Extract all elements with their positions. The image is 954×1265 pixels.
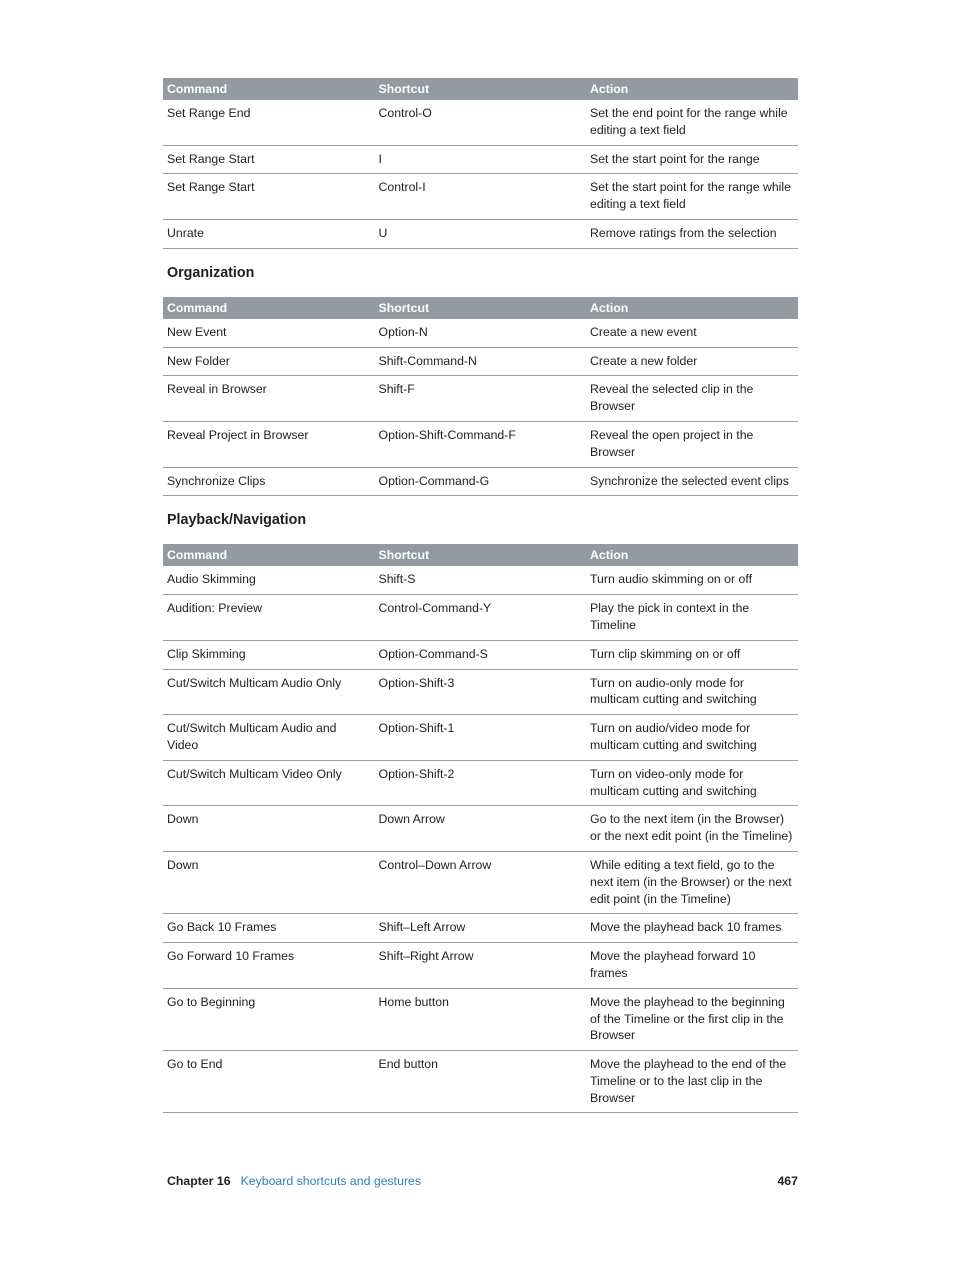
page-number: 467 <box>777 1174 798 1188</box>
shortcut-table-range <box>163 78 798 249</box>
command-cell: New Event <box>163 319 375 347</box>
shortcut-cell: Control–Down Arrow <box>375 851 587 913</box>
action-cell: Remove ratings from the selection <box>586 219 798 248</box>
table-row <box>163 174 798 220</box>
action-cell: Turn clip skimming on or off <box>586 640 798 669</box>
action-cell: Set the start point for the range <box>586 145 798 174</box>
command-cell: Go Forward 10 Frames <box>163 943 375 989</box>
action-cell: While editing a text field, go to the next item (in the Browser) or the next edit point (in the Timeline) <box>586 851 798 913</box>
table-row <box>163 566 798 594</box>
command-cell: Go Back 10 Frames <box>163 914 375 943</box>
shortcut-cell: Shift-S <box>375 566 587 594</box>
header-command: Command <box>163 297 375 319</box>
header-command: Command <box>163 544 375 566</box>
header-command: Command <box>163 78 375 100</box>
shortcut-cell: Home button <box>375 988 587 1050</box>
command-cell: Set Range End <box>163 100 375 145</box>
header-shortcut: Shortcut <box>375 78 587 100</box>
action-cell: Reveal the selected clip in the Browser <box>586 376 798 422</box>
command-cell: Reveal in Browser <box>163 376 375 422</box>
action-cell: Move the playhead forward 10 frames <box>586 943 798 989</box>
shortcut-cell: Option-Shift-2 <box>375 760 587 806</box>
command-cell: Set Range Start <box>163 174 375 220</box>
action-cell: Turn on audio/video mode for multicam cutting and switching <box>586 715 798 761</box>
table-row <box>163 467 798 496</box>
shortcut-cell: Control-I <box>375 174 587 220</box>
action-cell: Go to the next item (in the Browser) or the next edit point (in the Timeline) <box>586 806 798 852</box>
command-cell: Down <box>163 851 375 913</box>
table-row <box>163 595 798 641</box>
table-row <box>163 806 798 852</box>
header-shortcut: Shortcut <box>375 544 587 566</box>
action-cell: Create a new folder <box>586 347 798 376</box>
action-cell: Synchronize the selected event clips <box>586 467 798 496</box>
chapter-title-link[interactable]: Keyboard shortcuts and gestures <box>240 1174 422 1188</box>
table-row <box>163 319 798 347</box>
table-row <box>163 851 798 913</box>
shortcut-cell: Option-N <box>375 319 587 347</box>
command-cell: Down <box>163 806 375 852</box>
section-title-organization: Organization <box>167 264 255 281</box>
command-cell: Cut/Switch Multicam Video Only <box>163 760 375 806</box>
action-cell: Turn audio skimming on or off <box>586 566 798 594</box>
shortcut-cell: Shift-Command-N <box>375 347 587 376</box>
command-cell: Audio Skimming <box>163 566 375 594</box>
command-cell: New Folder <box>163 347 375 376</box>
command-cell: Go to End <box>163 1051 375 1113</box>
action-cell: Move the playhead to the beginning of the Timeline or the first clip in the Browser <box>586 988 798 1050</box>
shortcut-cell: Down Arrow <box>375 806 587 852</box>
section-title-playback-navigation: Playback/Navigation <box>167 512 307 529</box>
command-cell: Audition: Preview <box>163 595 375 641</box>
table-row <box>163 715 798 761</box>
command-cell: Reveal Project in Browser <box>163 421 375 467</box>
shortcut-cell: Option-Shift-3 <box>375 669 587 715</box>
table-row <box>163 988 798 1050</box>
table-row <box>163 347 798 376</box>
action-cell: Play the pick in context in the Timeline <box>586 595 798 641</box>
action-cell: Turn on audio-only mode for multicam cutting and switching <box>586 669 798 715</box>
action-cell: Set the start point for the range while editing a text field <box>586 174 798 220</box>
table-row <box>163 669 798 715</box>
table-header-row <box>163 78 798 100</box>
document-content <box>163 78 798 1113</box>
command-cell: Go to Beginning <box>163 988 375 1050</box>
shortcut-cell: Option-Command-G <box>375 467 587 496</box>
header-shortcut: Shortcut <box>375 297 587 319</box>
chapter-number: Chapter 16 <box>167 1174 231 1188</box>
shortcut-cell: Shift–Right Arrow <box>375 943 587 989</box>
action-cell: Move the playhead back 10 frames <box>586 914 798 943</box>
command-cell: Synchronize Clips <box>163 467 375 496</box>
table-row <box>163 1051 798 1113</box>
shortcut-cell: I <box>375 145 587 174</box>
action-cell: Move the playhead to the end of the Timeline or to the last clip in the Browser <box>586 1051 798 1113</box>
shortcut-cell: Shift-F <box>375 376 587 422</box>
header-action: Action <box>586 544 798 566</box>
shortcut-table-organization <box>163 297 798 497</box>
shortcut-cell: End button <box>375 1051 587 1113</box>
action-cell: Create a new event <box>586 319 798 347</box>
shortcut-cell: U <box>375 219 587 248</box>
command-cell: Cut/Switch Multicam Audio Only <box>163 669 375 715</box>
table-row <box>163 760 798 806</box>
command-cell: Set Range Start <box>163 145 375 174</box>
shortcut-table-playback-navigation <box>163 544 798 1113</box>
header-action: Action <box>586 78 798 100</box>
command-cell: Clip Skimming <box>163 640 375 669</box>
table-row <box>163 145 798 174</box>
action-cell: Set the end point for the range while editing a text field <box>586 100 798 145</box>
header-action: Action <box>586 297 798 319</box>
table-row <box>163 943 798 989</box>
shortcut-cell: Control-O <box>375 100 587 145</box>
table-row <box>163 100 798 145</box>
action-cell: Turn on video-only mode for multicam cutting and switching <box>586 760 798 806</box>
table-header-row <box>163 297 798 319</box>
table-row <box>163 421 798 467</box>
page-footer <box>167 1174 798 1192</box>
table-header-row <box>163 544 798 566</box>
shortcut-cell: Option-Shift-Command-F <box>375 421 587 467</box>
table-row <box>163 914 798 943</box>
action-cell: Reveal the open project in the Browser <box>586 421 798 467</box>
table-row <box>163 640 798 669</box>
shortcut-cell: Control-Command-Y <box>375 595 587 641</box>
table-row <box>163 376 798 422</box>
table-row <box>163 219 798 248</box>
shortcut-cell: Shift–Left Arrow <box>375 914 587 943</box>
command-cell: Unrate <box>163 219 375 248</box>
shortcut-cell: Option-Command-S <box>375 640 587 669</box>
shortcut-cell: Option-Shift-1 <box>375 715 587 761</box>
command-cell: Cut/Switch Multicam Audio and Video <box>163 715 375 761</box>
